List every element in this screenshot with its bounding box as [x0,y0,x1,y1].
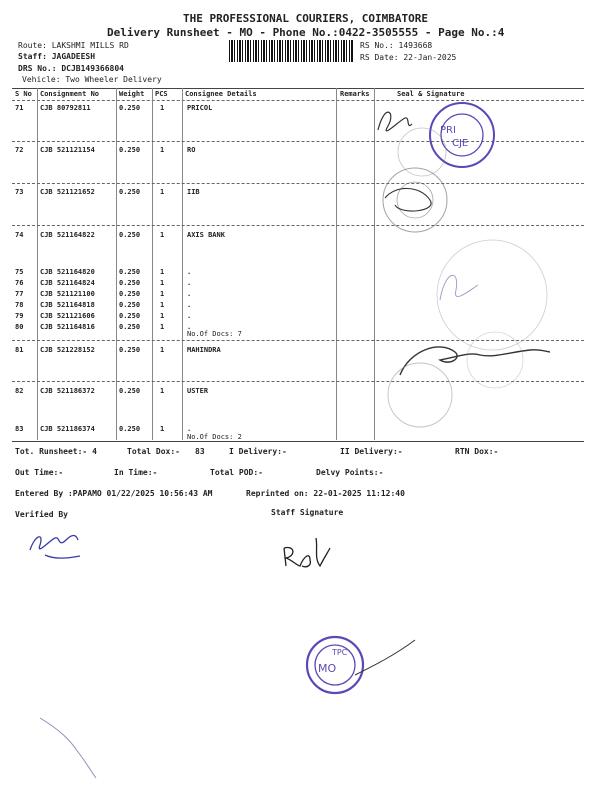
row-weight: 0.250 [119,346,141,354]
signature-81 [400,347,550,375]
row-consignee: . [187,301,192,309]
total-pod: Total POD:- [210,468,263,477]
row-pcs: 1 [160,231,165,239]
i-delivery: I Delivery:- [229,447,287,456]
row-weight: 0.250 [119,231,141,239]
row-sno: 83 [15,425,24,433]
signature-75 [440,275,478,300]
company-title: THE PROFESSIONAL COURIERS, COIMBATORE [183,12,429,25]
row-consignee: USTER [187,387,209,395]
signature-73 [385,188,431,211]
row-consignee: . [187,279,192,287]
row-pcs: 1 [160,425,165,433]
row-consignment: CJB 80792811 [40,104,91,112]
ii-delivery: II Delivery:- [340,447,403,456]
row-pcs: 1 [160,387,165,395]
col-sno: S No [15,90,32,98]
row-consignment: CJB 521121606 [40,312,95,320]
row-pcs: 1 [160,188,165,196]
route-label: Route: LAKSHMI MILLS RD [18,41,129,50]
in-time: In Time:- [114,468,158,477]
col-pcs: PCS [155,90,168,98]
row-consignment: CJB 521186372 [40,387,95,395]
row-pcs: 1 [160,104,165,112]
row-consignee: PRICOL [187,104,213,112]
col-seal: Seal & Signature [397,90,465,98]
seal-text: MO [318,662,337,675]
rs-number: RS No.: 1493668 [360,41,433,50]
row-consignee: . [187,290,192,298]
entered-by: Entered By :PAPAMO 01/22/2025 10:56:43 AM [15,489,213,498]
row-sno: 74 [15,231,24,239]
row-consignment: CJB 521164824 [40,279,95,287]
row-consignment: CJB 521121100 [40,290,95,298]
col-consignment: Consignment No [40,90,100,98]
staff-signature-label: Staff Signature [271,508,344,517]
row-sno: 82 [15,387,24,395]
signature-71 [378,112,412,131]
row-pcs: 1 [160,346,165,354]
seal-text: CJE [452,138,469,149]
row-sno: 73 [15,188,24,196]
rs-date: RS Date: 22-Jan-2025 [360,53,457,62]
row-weight: 0.250 [119,425,141,433]
faint-seal [397,182,433,218]
row-weight: 0.250 [119,188,141,196]
row-consignment: CJB 521121652 [40,188,95,196]
row-pcs: 1 [160,279,165,287]
row-consignee: . [187,312,192,320]
row-pcs: 1 [160,312,165,320]
reprinted-on: Reprinted on: 22-01-2025 11:12:40 [246,489,405,498]
row-consignee: RO [187,146,196,154]
row-weight: 0.250 [119,146,141,154]
tot-runsheet: Tot. Runsheet:- 4 [15,447,97,456]
row-consignment: CJB 521164820 [40,268,95,276]
seal-text: PRI [440,125,456,136]
row-sno: 78 [15,301,24,309]
row-pcs: 1 [160,268,165,276]
faint-seal [388,363,452,427]
col-consignee: Consignee Details [185,90,257,98]
staff-label: Staff: JAGADEESH [18,52,96,61]
vehicle-label: Vehicle: Two Wheeler Delivery [22,75,162,84]
drs-number: DRS No.: DCJB149366804 [18,64,124,73]
row-pcs: 1 [160,290,165,298]
row-weight: 0.250 [119,268,141,276]
row-weight: 0.250 [119,301,141,309]
row-pcs: 1 [160,301,165,309]
row-pcs: 1 [160,323,165,331]
row-consignment: CJB 521164818 [40,301,95,309]
row-consignment: CJB 521121154 [40,146,95,154]
row-sno: 75 [15,268,24,276]
verified-by-label: Verified By [15,510,68,519]
faint-seal [383,168,447,232]
docs-count-note: No.Of Docs: 2 [187,433,242,441]
out-time: Out Time:- [15,468,64,477]
row-consignee: . [187,268,192,276]
bottom-seal-stamp [307,637,415,693]
total-dox-label: Total Dox:- [127,447,180,456]
row-consignee: AXIS BANK [187,231,225,239]
delvy-points: Delvy Points:- [316,468,384,477]
runsheet-subtitle: Delivery Runsheet - MO - Phone No.:0422-3505555 - Page No.:4 [107,26,505,39]
row-pcs: 1 [160,146,165,154]
row-sno: 77 [15,290,24,298]
faint-seal [467,332,523,388]
row-weight: 0.250 [119,312,141,320]
staff-signature [284,538,330,567]
row-sno: 80 [15,323,24,331]
row-consignee: . [187,425,192,433]
row-sno: 71 [15,104,24,112]
row-weight: 0.250 [119,290,141,298]
row-consignee: MAHINDRA [187,346,221,354]
seal-71 [430,103,494,167]
row-weight: 0.250 [119,104,141,112]
rtn-dox: RTN Dox:- [455,447,499,456]
row-consignee: IIB [187,188,200,196]
row-consignment: CJB 521164816 [40,323,95,331]
col-weight: Weight [119,90,145,98]
row-consignment: CJB 521164822 [40,231,95,239]
row-weight: 0.250 [119,387,141,395]
corner-scribble [40,718,96,778]
row-consignment: CJB 521228152 [40,346,95,354]
row-sno: 79 [15,312,24,320]
verified-signature [30,536,80,559]
row-sno: 81 [15,346,24,354]
row-consignee: . [187,323,192,331]
row-sno: 72 [15,146,24,154]
row-weight: 0.250 [119,323,141,331]
faint-seal [437,240,547,350]
row-sno: 76 [15,279,24,287]
row-consignment: CJB 521186374 [40,425,95,433]
seal-text: TPC [332,648,348,657]
docs-count-note: No.Of Docs: 7 [187,330,242,338]
col-remarks: Remarks [340,90,370,98]
total-dox-value: 83 [195,447,205,456]
row-weight: 0.250 [119,279,141,287]
